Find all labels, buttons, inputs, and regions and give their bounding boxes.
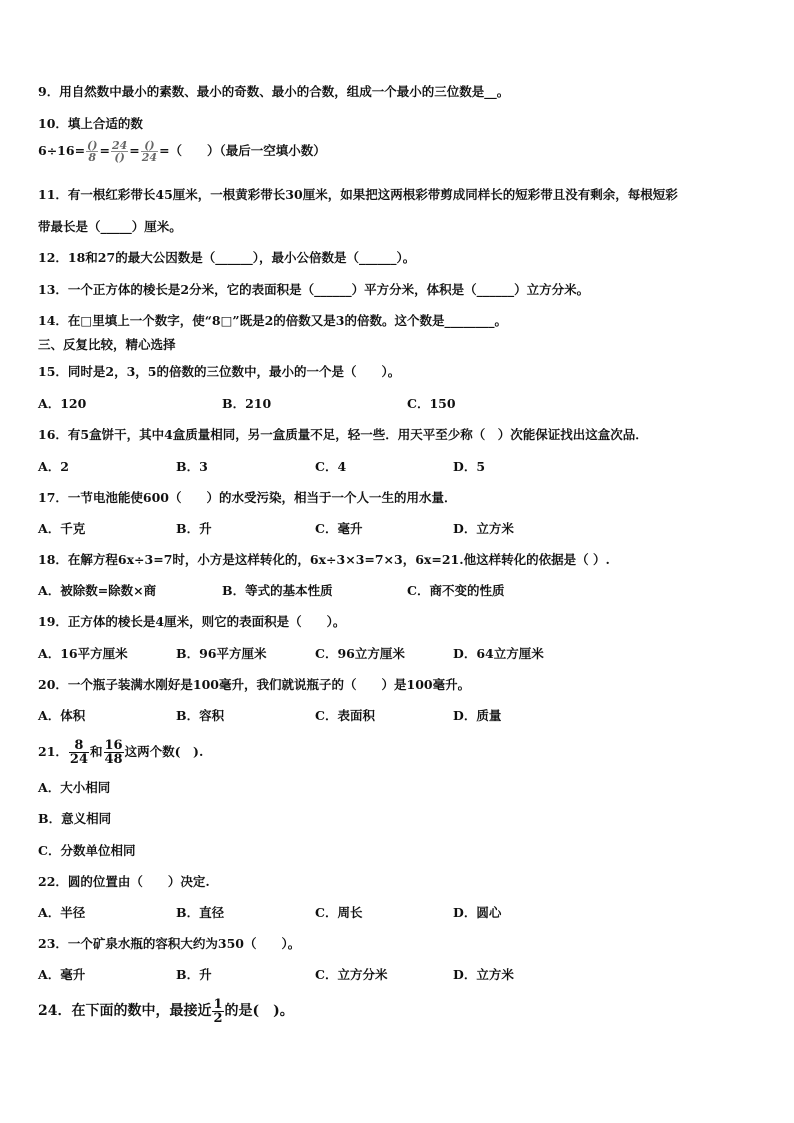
question-number: 19． (38, 614, 68, 629)
fraction-2: $\frac{24}{()}$ (111, 139, 128, 164)
question-text: 18和27的最大公因数是（______），最小公倍数是（______）。 (67, 250, 416, 265)
question-number: 15． (38, 364, 68, 379)
option-a[interactable]: A．半径 (38, 905, 86, 920)
fraction-one-half: $\frac{1}{2}$ (213, 996, 223, 1026)
option-d[interactable]: D．质量 (453, 708, 502, 723)
question-text: 一个瓶子装满水刚好是100毫升，我们就说瓶子的（ ）是100毫升。 (67, 677, 471, 692)
question-11 (38, 187, 678, 203)
option-c[interactable]: C．立方分米 (315, 967, 388, 982)
question-text: 在□里填上一个数字，使“8□”既是2的倍数又是3的倍数。这个数是________。 (67, 313, 508, 328)
question-text: 这两个数( ). (124, 744, 204, 759)
option-a[interactable]: A．被除数=除数×商 (38, 583, 157, 598)
question-text: 一节电池能使600（ ）的水受污染，相当于一个人一生的用水量． (67, 490, 457, 505)
option-c[interactable]: C．4 (315, 459, 347, 474)
option-c[interactable]: C．表面积 (315, 708, 375, 723)
question-22 (38, 874, 210, 890)
question-number: 10． (38, 116, 68, 131)
fraction-2: $\frac{16}{48}$ (104, 738, 123, 767)
question-number: 16． (38, 427, 68, 442)
question-text: 有5盒饼干，其中4盒质量相同，另一盒质量不足，轻一些．用天平至少称（ ）次能保证找出这盒次品． (67, 427, 648, 442)
option-b[interactable]: B．意义相同 (38, 811, 112, 826)
question-text-prefix: 在下面的数中，最接近 (71, 1003, 212, 1019)
option-a[interactable]: A．体积 (38, 708, 86, 723)
question-text: 在解方程6x÷3=7时，小方是这样转化的，6x÷3×3=7×3，6x=21.他这样转化的依据是（ ）. (67, 552, 610, 567)
equation-prefix: 6÷16= (38, 143, 86, 158)
fraction-1: $\frac{8}{24}$ (69, 738, 88, 767)
option-d[interactable]: D．5 (453, 459, 486, 474)
option-a[interactable]: A．2 (38, 459, 69, 474)
option-b[interactable]: B．升 (176, 967, 212, 982)
question-18 (38, 552, 610, 568)
conjunction-text: 和 (90, 744, 103, 759)
option-b[interactable]: B．升 (176, 521, 212, 536)
question-text-suffix: 的是( )。 (224, 1003, 294, 1019)
question-21 (38, 738, 203, 766)
question-text: 同时是2，3，5的倍数的三位数中，最小的一个是（ ）。 (67, 364, 401, 379)
question-23 (38, 936, 300, 952)
option-a[interactable]: A．16平方厘米 (38, 646, 128, 661)
option-d[interactable]: D．立方米 (453, 967, 514, 982)
question-number: 12． (38, 250, 68, 265)
question-number: 13． (38, 282, 68, 297)
question-number: 24． (38, 1003, 72, 1019)
question-12 (38, 250, 415, 266)
option-a[interactable]: A．大小相同 (38, 780, 111, 795)
question-number: 17． (38, 490, 68, 505)
fraction-1: $\frac{()}{8}$ (87, 139, 98, 164)
question-10-equation: 6÷16= $\frac{()}{8}$ = $\frac{24}{()}$ = $\frac{()}{24}$ =（ ）（最后一空填小数） (38, 139, 326, 164)
question-text: 一个正方体的棱长是2分米，它的表面积是（______）平方分米，体积是（______）立方分米。 (67, 282, 590, 297)
question-text: 用自然数中最小的素数、最小的奇数、最小的合数，组成一个最小的三位数是__。 (59, 84, 510, 99)
question-9 (38, 84, 509, 100)
question-14 (38, 313, 507, 329)
option-b[interactable]: B．3 (176, 459, 208, 474)
option-a[interactable]: A．毫升 (38, 967, 86, 982)
option-b[interactable]: B．210 (222, 396, 272, 411)
question-number: 11． (38, 187, 68, 202)
question-24 (38, 996, 294, 1026)
option-a[interactable]: A．千克 (38, 521, 86, 536)
question-10 (38, 116, 143, 132)
question-13 (38, 282, 589, 298)
option-b[interactable]: B．96平方厘米 (176, 646, 267, 661)
question-text-line1: 有一根红彩带长45厘米，一根黄彩带长30厘米，如果把这两根彩带剪成同样长的短彩带且没有剩余，每根短彩 (67, 187, 678, 202)
question-text: 圆的位置由（ ）决定. (67, 874, 210, 889)
option-b[interactable]: B．等式的基本性质 (222, 583, 333, 598)
option-c[interactable]: C．96立方厘米 (315, 646, 405, 661)
question-number: 23． (38, 936, 68, 951)
section-title: 三、反复比较，精心选择 (38, 337, 176, 352)
question-number: 18． (38, 552, 68, 567)
question-text: 一个矿泉水瓶的容积大约为350（ ）。 (67, 936, 301, 951)
option-a[interactable]: A．120 (38, 396, 87, 411)
question-20 (38, 677, 470, 693)
option-c[interactable]: C．周长 (315, 905, 363, 920)
question-17 (38, 490, 457, 506)
question-text: 正方体的棱长是4厘米，则它的表面积是（ ）。 (67, 614, 346, 629)
question-number: 20． (38, 677, 68, 692)
option-c[interactable]: C．分数单位相同 (38, 843, 136, 858)
option-d[interactable]: D．立方米 (453, 521, 514, 536)
option-c[interactable]: C．毫升 (315, 521, 363, 536)
option-d[interactable]: D．圆心 (453, 905, 502, 920)
option-d[interactable]: D．64立方厘米 (453, 646, 544, 661)
question-19 (38, 614, 345, 630)
question-15 (38, 364, 400, 380)
question-number: 14． (38, 313, 68, 328)
fraction-3: $\frac{()}{24}$ (141, 139, 158, 164)
option-b[interactable]: B．容积 (176, 708, 225, 723)
question-16 (38, 427, 648, 443)
option-b[interactable]: B．直径 (176, 905, 225, 920)
option-c[interactable]: C．商不变的性质 (407, 583, 505, 598)
question-11-line2: 带最长是（_____）厘米。 (38, 219, 182, 234)
question-text: 填上合适的数 (67, 116, 143, 131)
question-number: 21． (38, 744, 68, 759)
question-number: 9． (38, 84, 60, 99)
question-number: 22． (38, 874, 68, 889)
option-c[interactable]: C．150 (407, 396, 456, 411)
equation-suffix: =（ ）（最后一空填小数） (159, 143, 326, 158)
